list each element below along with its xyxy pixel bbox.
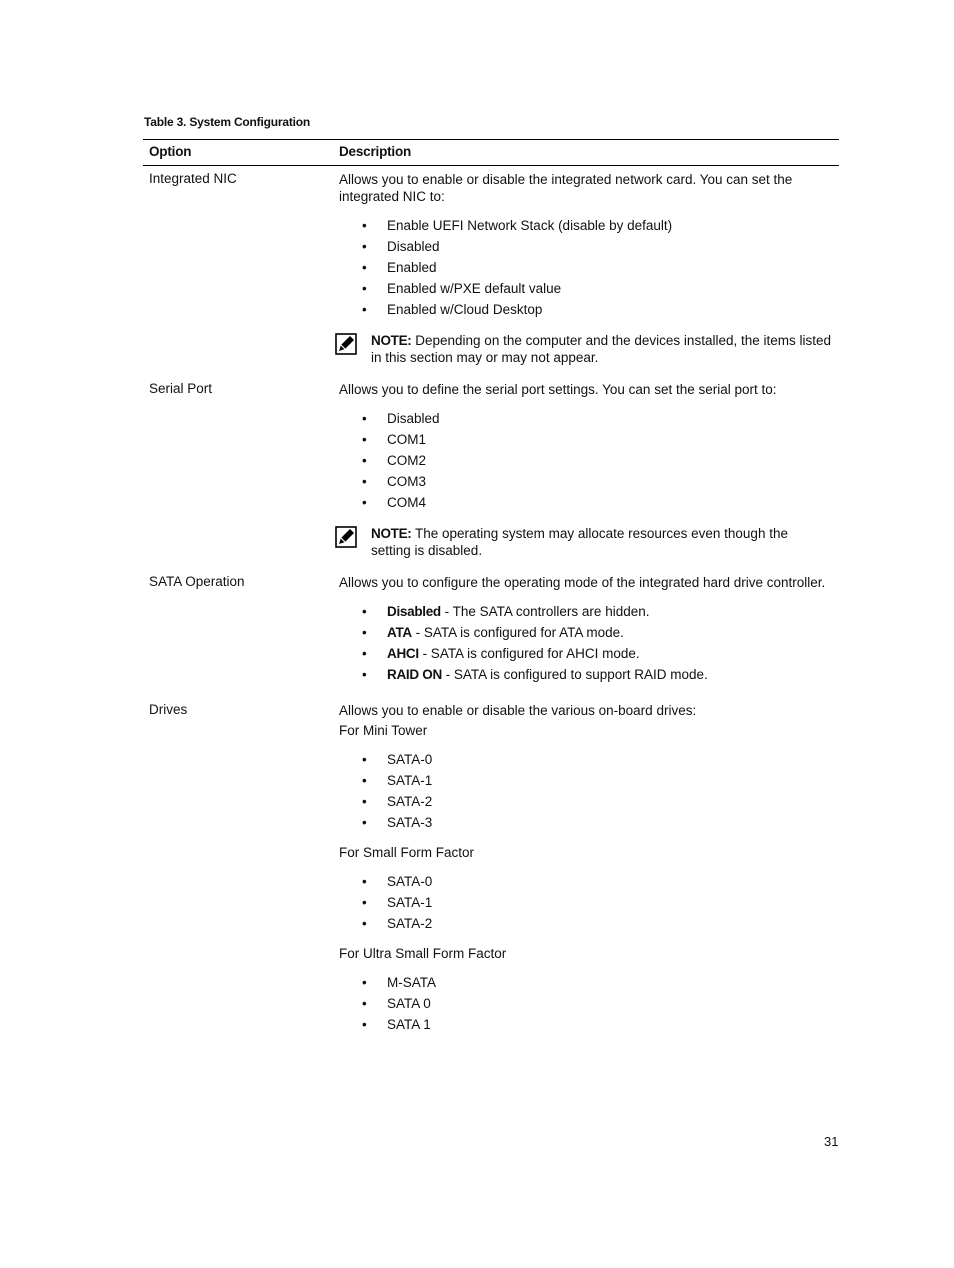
pencil-note-icon: [335, 333, 357, 355]
list-item: • COM2: [362, 453, 427, 468]
header-option: Option: [149, 144, 192, 159]
list-item: • SATA-2: [362, 794, 433, 809]
list-item: • SATA 1: [362, 1017, 431, 1032]
list-item: • Disabled - The SATA controllers are hidden.: [362, 604, 650, 619]
header-description: Description: [339, 144, 412, 159]
list-item: • COM4: [362, 495, 427, 510]
option-integrated-nic: Integrated NIC: [149, 171, 237, 186]
list-item: • SATA-0: [362, 752, 433, 767]
header-top-rule: [143, 139, 839, 140]
group-label-mini-tower: For Mini Tower: [339, 723, 428, 738]
list-item: • SATA-2: [362, 916, 433, 931]
list-item: • SATA-0: [362, 874, 433, 889]
table-caption: Table 3. System Configuration: [144, 115, 311, 129]
option-drives: Drives: [149, 702, 188, 717]
header-bottom-rule: [143, 165, 839, 166]
list-item: • Enabled: [362, 260, 437, 275]
desc-sata-operation: Allows you to configure the operating mode of the integrated hard drive controller.: [339, 575, 826, 590]
note-integrated-nic: NOTE: Depending on the computer and the devices installed, the items listed in this section may or may not appear.: [371, 333, 832, 365]
pencil-note-icon: [335, 526, 357, 548]
desc-integrated-nic: Allows you to enable or disable the integrated network card. You can set the integrated NIC to:: [339, 172, 793, 204]
list-item: • Enabled w/PXE default value: [362, 281, 562, 296]
list-item: • COM3: [362, 474, 427, 489]
list-item: • Disabled: [362, 411, 440, 426]
list-item: • Enabled w/Cloud Desktop: [362, 302, 543, 317]
page-number: 31: [824, 1134, 839, 1149]
list-item: • AHCI - SATA is configured for AHCI mode.: [362, 646, 640, 661]
option-sata-operation: SATA Operation: [149, 574, 245, 589]
list-item: • SATA 0: [362, 996, 431, 1011]
list-item: • M-SATA: [362, 975, 436, 990]
list-item: • SATA-3: [362, 815, 433, 830]
note-serial-port: NOTE: The operating system may allocate resources even though the setting is disabled.: [371, 526, 788, 558]
list-item: • ATA - SATA is configured for ATA mode.: [362, 625, 624, 640]
desc-drives: Allows you to enable or disable the various on-board drives:: [339, 703, 697, 718]
list-item: • SATA-1: [362, 895, 433, 910]
list-item: • Enable UEFI Network Stack (disable by default): [362, 218, 673, 233]
group-label-ultra-small-form-factor: For Ultra Small Form Factor: [339, 946, 507, 961]
group-label-small-form-factor: For Small Form Factor: [339, 845, 475, 860]
list-item: • Disabled: [362, 239, 440, 254]
option-serial-port: Serial Port: [149, 381, 213, 396]
list-item: • COM1: [362, 432, 427, 447]
list-item: • SATA-1: [362, 773, 433, 788]
list-item: • RAID ON - SATA is configured to support RAID mode.: [362, 667, 708, 682]
desc-serial-port: Allows you to define the serial port settings. You can set the serial port to:: [339, 382, 777, 397]
